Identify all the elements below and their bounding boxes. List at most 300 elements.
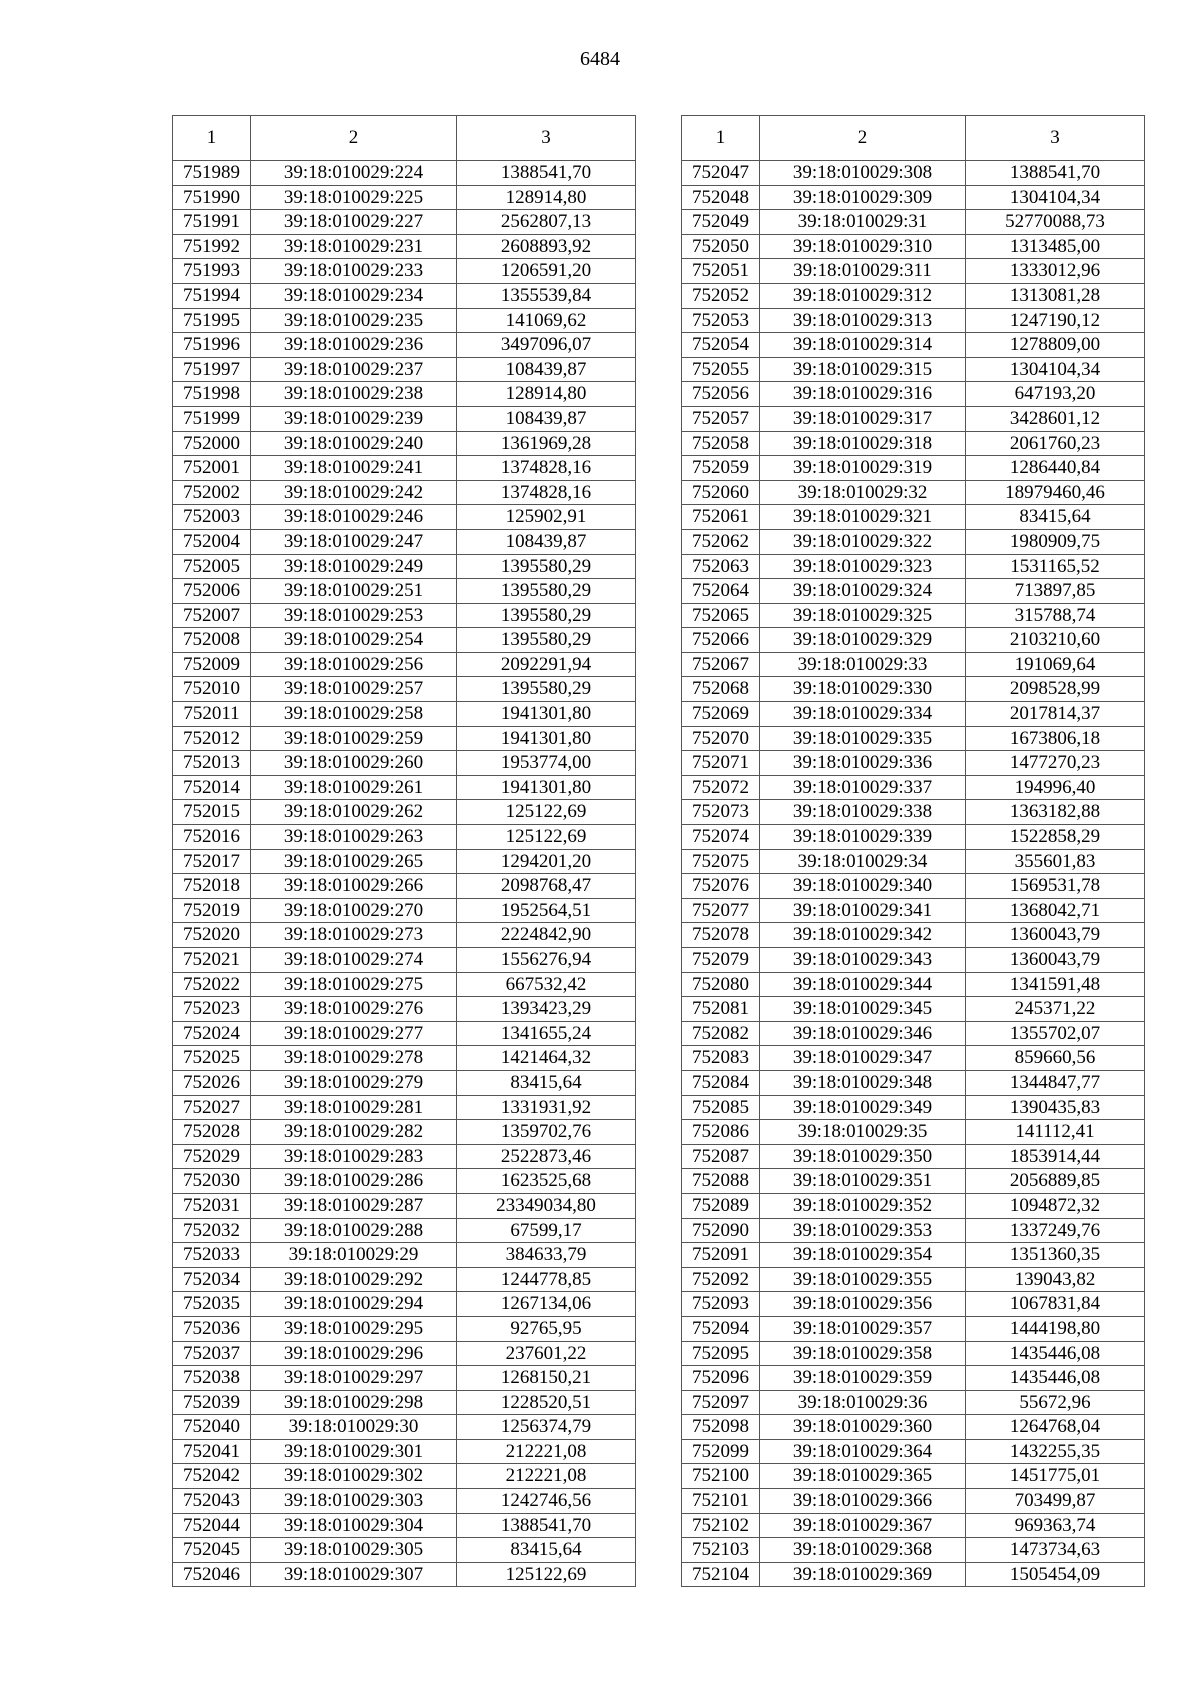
value-cell: 141112,41	[966, 1120, 1145, 1145]
value-cell: 1522858,29	[966, 825, 1145, 850]
cadastral-number-cell: 39:18:010029:275	[251, 972, 457, 997]
value-cell: 1067831,84	[966, 1292, 1145, 1317]
table-row	[173, 1538, 636, 1563]
cadastral-number-cell: 39:18:010029:348	[760, 1070, 966, 1095]
value-cell: 1393423,29	[457, 997, 636, 1022]
value-cell: 1355702,07	[966, 1021, 1145, 1046]
cadastral-number-cell: 39:18:010029:36	[760, 1390, 966, 1415]
row-number-cell: 752071	[682, 751, 760, 776]
cadastral-number-cell: 39:18:010029:237	[251, 357, 457, 382]
row-number-cell: 752098	[682, 1415, 760, 1440]
table-row	[682, 406, 1145, 431]
table-row	[682, 1464, 1145, 1489]
row-number-cell: 752104	[682, 1562, 760, 1587]
value-cell: 1313081,28	[966, 283, 1145, 308]
table-row	[682, 1439, 1145, 1464]
row-number-cell: 752065	[682, 603, 760, 628]
value-cell: 1531165,52	[966, 554, 1145, 579]
cadastral-number-cell: 39:18:010029:231	[251, 234, 457, 259]
table-row	[173, 1341, 636, 1366]
table-row	[173, 357, 636, 382]
table-row	[173, 529, 636, 554]
row-number-cell: 752083	[682, 1046, 760, 1071]
table-row	[682, 1366, 1145, 1391]
row-number-cell: 752100	[682, 1464, 760, 1489]
table-row	[173, 825, 636, 850]
row-number-cell: 752000	[173, 431, 251, 456]
cadastral-number-cell: 39:18:010029:288	[251, 1218, 457, 1243]
value-cell: 315788,74	[966, 603, 1145, 628]
row-number-cell: 752101	[682, 1489, 760, 1514]
cadastral-number-cell: 39:18:010029:263	[251, 825, 457, 850]
cadastral-number-cell: 39:18:010029:336	[760, 751, 966, 776]
row-number-cell: 752097	[682, 1390, 760, 1415]
value-cell: 1569531,78	[966, 874, 1145, 899]
table-row	[682, 1513, 1145, 1538]
table-row	[173, 702, 636, 727]
value-cell: 1094872,32	[966, 1193, 1145, 1218]
table-row	[682, 357, 1145, 382]
value-cell: 212221,08	[457, 1439, 636, 1464]
table-row	[682, 1562, 1145, 1587]
cadastral-number-cell: 39:18:010029:335	[760, 726, 966, 751]
value-cell: 1390435,83	[966, 1095, 1145, 1120]
column-header: 3	[457, 116, 636, 161]
value-cell: 1374828,16	[457, 480, 636, 505]
table-row	[173, 898, 636, 923]
value-cell: 1435446,08	[966, 1341, 1145, 1366]
row-number-cell: 752092	[682, 1267, 760, 1292]
row-number-cell: 752012	[173, 726, 251, 751]
row-number-cell: 751990	[173, 185, 251, 210]
row-number-cell: 752082	[682, 1021, 760, 1046]
cadastral-number-cell: 39:18:010029:346	[760, 1021, 966, 1046]
cadastral-number-cell: 39:18:010029:339	[760, 825, 966, 850]
table-row	[173, 775, 636, 800]
cadastral-number-cell: 39:18:010029:301	[251, 1439, 457, 1464]
table-row	[173, 874, 636, 899]
row-number-cell: 751996	[173, 333, 251, 358]
cadastral-number-cell: 39:18:010029:297	[251, 1366, 457, 1391]
cadastral-number-cell: 39:18:010029:322	[760, 529, 966, 554]
row-number-cell: 752023	[173, 997, 251, 1022]
cadastral-number-cell: 39:18:010029:256	[251, 652, 457, 677]
cadastral-number-cell: 39:18:010029:298	[251, 1390, 457, 1415]
row-number-cell: 752079	[682, 948, 760, 973]
value-cell: 108439,87	[457, 529, 636, 554]
row-number-cell: 751999	[173, 406, 251, 431]
row-number-cell: 752085	[682, 1095, 760, 1120]
cadastral-number-cell: 39:18:010029:367	[760, 1513, 966, 1538]
row-number-cell: 752057	[682, 406, 760, 431]
table-row	[173, 1439, 636, 1464]
table-row	[682, 628, 1145, 653]
cadastral-number-cell: 39:18:010029:276	[251, 997, 457, 1022]
table-row	[173, 1169, 636, 1194]
value-cell: 1444198,80	[966, 1316, 1145, 1341]
value-cell: 2098528,99	[966, 677, 1145, 702]
row-number-cell: 751995	[173, 308, 251, 333]
table-row	[173, 456, 636, 481]
value-cell: 1304104,34	[966, 185, 1145, 210]
cadastral-number-cell: 39:18:010029:313	[760, 308, 966, 333]
value-cell: 83415,64	[457, 1538, 636, 1563]
value-cell: 1388541,70	[457, 161, 636, 186]
cadastral-number-cell: 39:18:010029:311	[760, 259, 966, 284]
cadastral-number-cell: 39:18:010029:341	[760, 898, 966, 923]
table-row	[682, 1095, 1145, 1120]
row-number-cell: 752093	[682, 1292, 760, 1317]
cadastral-number-cell: 39:18:010029:319	[760, 456, 966, 481]
table-row	[682, 1070, 1145, 1095]
cadastral-number-cell: 39:18:010029:279	[251, 1070, 457, 1095]
cadastral-number-cell: 39:18:010029:315	[760, 357, 966, 382]
cadastral-number-cell: 39:18:010029:360	[760, 1415, 966, 1440]
value-cell: 125122,69	[457, 800, 636, 825]
cadastral-number-cell: 39:18:010029:33	[760, 652, 966, 677]
table-row	[173, 1513, 636, 1538]
cadastral-number-cell: 39:18:010029:323	[760, 554, 966, 579]
row-number-cell: 752094	[682, 1316, 760, 1341]
table-row	[682, 431, 1145, 456]
value-cell: 667532,42	[457, 972, 636, 997]
row-number-cell: 752037	[173, 1341, 251, 1366]
cadastral-number-cell: 39:18:010029:224	[251, 161, 457, 186]
cadastral-number-cell: 39:18:010029:241	[251, 456, 457, 481]
row-number-cell: 752007	[173, 603, 251, 628]
cadastral-number-cell: 39:18:010029:35	[760, 1120, 966, 1145]
value-cell: 1941301,80	[457, 702, 636, 727]
cadastral-number-cell: 39:18:010029:317	[760, 406, 966, 431]
table-row	[682, 923, 1145, 948]
value-cell: 1953774,00	[457, 751, 636, 776]
value-cell: 139043,82	[966, 1267, 1145, 1292]
cadastral-number-cell: 39:18:010029:251	[251, 579, 457, 604]
cadastral-number-cell: 39:18:010029:278	[251, 1046, 457, 1071]
cadastral-number-cell: 39:18:010029:318	[760, 431, 966, 456]
row-number-cell: 752076	[682, 874, 760, 899]
row-number-cell: 752019	[173, 898, 251, 923]
table-row	[173, 923, 636, 948]
table-row	[682, 874, 1145, 899]
table-row	[173, 1390, 636, 1415]
row-number-cell: 752029	[173, 1144, 251, 1169]
row-number-cell: 752078	[682, 923, 760, 948]
cadastral-number-cell: 39:18:010029:337	[760, 775, 966, 800]
row-number-cell: 752054	[682, 333, 760, 358]
row-number-cell: 752070	[682, 726, 760, 751]
cadastral-number-cell: 39:18:010029:258	[251, 702, 457, 727]
table-row	[173, 308, 636, 333]
value-cell: 1267134,06	[457, 1292, 636, 1317]
table-row	[173, 333, 636, 358]
value-cell: 1278809,00	[966, 333, 1145, 358]
cadastral-number-cell: 39:18:010029:240	[251, 431, 457, 456]
column-header: 1	[682, 116, 760, 161]
row-number-cell: 752032	[173, 1218, 251, 1243]
value-cell: 1388541,70	[457, 1513, 636, 1538]
value-cell: 355601,83	[966, 849, 1145, 874]
cadastral-number-cell: 39:18:010029:29	[251, 1243, 457, 1268]
row-number-cell: 752056	[682, 382, 760, 407]
row-number-cell: 752044	[173, 1513, 251, 1538]
value-cell: 1341591,48	[966, 972, 1145, 997]
cadastral-number-cell: 39:18:010029:266	[251, 874, 457, 899]
row-number-cell: 751994	[173, 283, 251, 308]
cadastral-number-cell: 39:18:010029:32	[760, 480, 966, 505]
cadastral-number-cell: 39:18:010029:292	[251, 1267, 457, 1292]
cadastral-number-cell: 39:18:010029:260	[251, 751, 457, 776]
left-table	[172, 115, 636, 1587]
row-number-cell: 751992	[173, 234, 251, 259]
value-cell: 1268150,21	[457, 1366, 636, 1391]
table-row	[173, 677, 636, 702]
row-number-cell: 752077	[682, 898, 760, 923]
table-row	[173, 1292, 636, 1317]
cadastral-number-cell: 39:18:010029:340	[760, 874, 966, 899]
cadastral-number-cell: 39:18:010029:281	[251, 1095, 457, 1120]
table-row	[682, 308, 1145, 333]
row-number-cell: 752038	[173, 1366, 251, 1391]
value-cell: 1395580,29	[457, 677, 636, 702]
value-cell: 1206591,20	[457, 259, 636, 284]
value-cell: 2562807,13	[457, 210, 636, 235]
value-cell: 128914,80	[457, 185, 636, 210]
cadastral-number-cell: 39:18:010029:283	[251, 1144, 457, 1169]
row-number-cell: 752043	[173, 1489, 251, 1514]
cadastral-number-cell: 39:18:010029:303	[251, 1489, 457, 1514]
cadastral-number-cell: 39:18:010029:259	[251, 726, 457, 751]
value-cell: 128914,80	[457, 382, 636, 407]
cadastral-number-cell: 39:18:010029:352	[760, 1193, 966, 1218]
table-row	[682, 234, 1145, 259]
cadastral-number-cell: 39:18:010029:308	[760, 161, 966, 186]
table-row	[173, 1095, 636, 1120]
table-row	[682, 1144, 1145, 1169]
table-row	[173, 1046, 636, 1071]
table-row	[682, 652, 1145, 677]
cadastral-number-cell: 39:18:010029:273	[251, 923, 457, 948]
right-table-body	[682, 161, 1145, 1587]
cadastral-number-cell: 39:18:010029:34	[760, 849, 966, 874]
table-row	[682, 603, 1145, 628]
cadastral-number-cell: 39:18:010029:304	[251, 1513, 457, 1538]
table-row	[682, 726, 1145, 751]
row-number-cell: 752040	[173, 1415, 251, 1440]
row-number-cell: 752015	[173, 800, 251, 825]
table-row	[173, 579, 636, 604]
table-row	[173, 1366, 636, 1391]
cadastral-number-cell: 39:18:010029:253	[251, 603, 457, 628]
cadastral-number-cell: 39:18:010029:334	[760, 702, 966, 727]
table-row	[682, 751, 1145, 776]
value-cell: 1395580,29	[457, 554, 636, 579]
cadastral-number-cell: 39:18:010029:249	[251, 554, 457, 579]
page-number: 6484	[580, 48, 620, 70]
value-cell: 1432255,35	[966, 1439, 1145, 1464]
row-number-cell: 752018	[173, 874, 251, 899]
value-cell: 52770088,73	[966, 210, 1145, 235]
value-cell: 1853914,44	[966, 1144, 1145, 1169]
cadastral-number-cell: 39:18:010029:302	[251, 1464, 457, 1489]
row-number-cell: 752035	[173, 1292, 251, 1317]
row-number-cell: 752034	[173, 1267, 251, 1292]
table-row	[173, 1120, 636, 1145]
row-number-cell: 752090	[682, 1218, 760, 1243]
value-cell: 1361969,28	[457, 431, 636, 456]
cadastral-number-cell: 39:18:010029:358	[760, 1341, 966, 1366]
row-number-cell: 751989	[173, 161, 251, 186]
row-number-cell: 752052	[682, 283, 760, 308]
value-cell: 2608893,92	[457, 234, 636, 259]
table-row	[682, 1046, 1145, 1071]
table-row	[682, 948, 1145, 973]
value-cell: 55672,96	[966, 1390, 1145, 1415]
table-row	[682, 972, 1145, 997]
table-row	[173, 431, 636, 456]
table-row	[173, 283, 636, 308]
row-number-cell: 752047	[682, 161, 760, 186]
row-number-cell: 752048	[682, 185, 760, 210]
row-number-cell: 752016	[173, 825, 251, 850]
row-number-cell: 752058	[682, 431, 760, 456]
table-row	[173, 480, 636, 505]
column-header: 3	[966, 116, 1145, 161]
cadastral-number-cell: 39:18:010029:330	[760, 677, 966, 702]
value-cell: 18979460,46	[966, 480, 1145, 505]
table-row	[682, 1489, 1145, 1514]
value-cell: 2098768,47	[457, 874, 636, 899]
table-row	[173, 1464, 636, 1489]
cadastral-number-cell: 39:18:010029:242	[251, 480, 457, 505]
table-row	[682, 161, 1145, 186]
value-cell: 1351360,35	[966, 1243, 1145, 1268]
table-row	[173, 997, 636, 1022]
row-number-cell: 752066	[682, 628, 760, 653]
table-row	[173, 554, 636, 579]
cadastral-number-cell: 39:18:010029:270	[251, 898, 457, 923]
value-cell: 1623525,68	[457, 1169, 636, 1194]
value-cell: 2061760,23	[966, 431, 1145, 456]
row-number-cell: 752067	[682, 652, 760, 677]
cadastral-number-cell: 39:18:010029:345	[760, 997, 966, 1022]
value-cell: 212221,08	[457, 1464, 636, 1489]
table-row	[682, 1169, 1145, 1194]
row-number-cell: 752063	[682, 554, 760, 579]
cadastral-number-cell: 39:18:010029:227	[251, 210, 457, 235]
table-row	[682, 1292, 1145, 1317]
value-cell: 1341655,24	[457, 1021, 636, 1046]
value-cell: 1374828,16	[457, 456, 636, 481]
value-cell: 237601,22	[457, 1341, 636, 1366]
cadastral-number-cell: 39:18:010029:257	[251, 677, 457, 702]
table-row	[173, 1218, 636, 1243]
cadastral-number-cell: 39:18:010029:329	[760, 628, 966, 653]
row-number-cell: 752055	[682, 357, 760, 382]
value-cell: 1337249,76	[966, 1218, 1145, 1243]
table-row	[173, 849, 636, 874]
table-row	[682, 1193, 1145, 1218]
table-row	[173, 161, 636, 186]
cadastral-number-cell: 39:18:010029:274	[251, 948, 457, 973]
cadastral-number-cell: 39:18:010029:366	[760, 1489, 966, 1514]
cadastral-number-cell: 39:18:010029:316	[760, 382, 966, 407]
column-header: 2	[760, 116, 966, 161]
row-number-cell: 752045	[173, 1538, 251, 1563]
table-row	[682, 210, 1145, 235]
row-number-cell: 752017	[173, 849, 251, 874]
table-row	[173, 948, 636, 973]
row-number-cell: 752004	[173, 529, 251, 554]
table-row	[682, 185, 1145, 210]
row-number-cell: 752062	[682, 529, 760, 554]
cadastral-number-cell: 39:18:010029:287	[251, 1193, 457, 1218]
row-number-cell: 752080	[682, 972, 760, 997]
table-row	[173, 1489, 636, 1514]
value-cell: 1247190,12	[966, 308, 1145, 333]
value-cell: 23349034,80	[457, 1193, 636, 1218]
row-number-cell: 752028	[173, 1120, 251, 1145]
row-number-cell: 752009	[173, 652, 251, 677]
row-number-cell: 752031	[173, 1193, 251, 1218]
value-cell: 1473734,63	[966, 1538, 1145, 1563]
cadastral-number-cell: 39:18:010029:347	[760, 1046, 966, 1071]
table-row	[173, 603, 636, 628]
table-row	[682, 554, 1145, 579]
table-row	[682, 382, 1145, 407]
row-number-cell: 752008	[173, 628, 251, 653]
value-cell: 125122,69	[457, 1562, 636, 1587]
cadastral-number-cell: 39:18:010029:262	[251, 800, 457, 825]
row-number-cell: 752069	[682, 702, 760, 727]
table-row	[682, 529, 1145, 554]
table-row	[682, 283, 1145, 308]
row-number-cell: 752033	[173, 1243, 251, 1268]
row-number-cell: 752088	[682, 1169, 760, 1194]
value-cell: 1941301,80	[457, 726, 636, 751]
row-number-cell: 752051	[682, 259, 760, 284]
table-row	[682, 1021, 1145, 1046]
cadastral-number-cell: 39:18:010029:356	[760, 1292, 966, 1317]
table-row	[173, 1562, 636, 1587]
value-cell: 3497096,07	[457, 333, 636, 358]
cadastral-number-cell: 39:18:010029:357	[760, 1316, 966, 1341]
table-row	[173, 800, 636, 825]
table-row	[173, 1267, 636, 1292]
value-cell: 125122,69	[457, 825, 636, 850]
row-number-cell: 752064	[682, 579, 760, 604]
table-row	[173, 1415, 636, 1440]
value-cell: 1941301,80	[457, 775, 636, 800]
value-cell: 108439,87	[457, 406, 636, 431]
row-number-cell: 752053	[682, 308, 760, 333]
value-cell: 1980909,75	[966, 529, 1145, 554]
row-number-cell: 752013	[173, 751, 251, 776]
value-cell: 2103210,60	[966, 628, 1145, 653]
table-row	[682, 775, 1145, 800]
value-cell: 67599,17	[457, 1218, 636, 1243]
table-row	[682, 1218, 1145, 1243]
row-number-cell: 752021	[173, 948, 251, 973]
cadastral-number-cell: 39:18:010029:351	[760, 1169, 966, 1194]
cadastral-number-cell: 39:18:010029:295	[251, 1316, 457, 1341]
cadastral-number-cell: 39:18:010029:354	[760, 1243, 966, 1268]
cadastral-number-cell: 39:18:010029:353	[760, 1218, 966, 1243]
value-cell: 125902,91	[457, 505, 636, 530]
value-cell: 1395580,29	[457, 603, 636, 628]
value-cell: 1363182,88	[966, 800, 1145, 825]
value-cell: 1360043,79	[966, 923, 1145, 948]
